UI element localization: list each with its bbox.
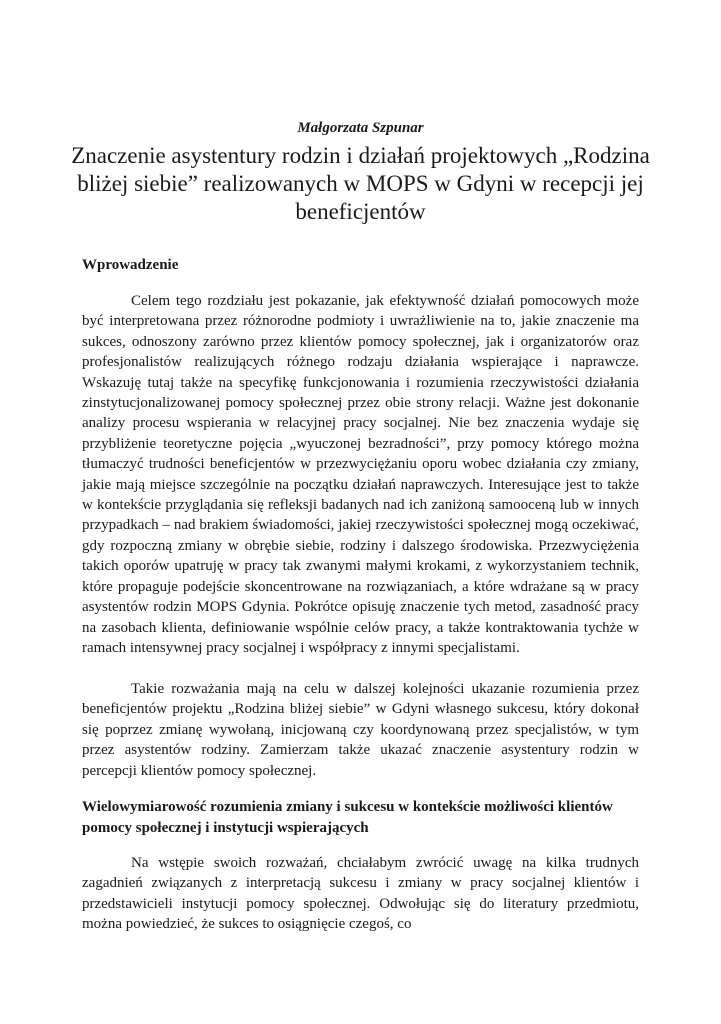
- section-heading-multidimensionality: Wielowymiarowość rozumienia zmiany i sukcesu w kontekście możliwości klientów pomocy społecznej i instytucji wspierających: [82, 799, 613, 836]
- chapter-title: Znaczenie asystentury rodzin i działań projektowych „Rodzina bliżej siebie” realizowanych w MOPS w Gdyni w recepcji jej beneficjentów: [71, 143, 650, 224]
- section-heading-introduction: Wprowadzenie: [82, 257, 179, 273]
- body-paragraph: Na wstępie swoich rozważań, chciałabym zwrócić uwagę na kilka trudnych zagadnień związanych z interpretacją sukcesu i zmiany w pracy socjalnej klientów i przedstawicieli instytucji pomocy społecznej. Odwołując się do literatury przedmiotu, można powiedzieć, że sukces to osiągnięcie czegoś, co: [82, 855, 639, 933]
- body-paragraph: Takie rozważania mają na celu w dalszej kolejności ukazanie rozumienia przez beneficjentów projektu „Rodzina bliżej siebie” w Gdyni własnego sukcesu, który dokonał się poprzez zmianę wywołaną, inicjowaną czy koordynowaną przez specjalistów, w tym przez asystentów rodziny. Zamierzam także ukazać znaczenie asystentury rodzin w percepcji klientów pomocy społecznej.: [82, 681, 639, 779]
- body-paragraph: Celem tego rozdziału jest pokazanie, jak efektywność działań pomocowych może być interpretowana przez różnorodne podmioty i uwrażliwienie na to, jakie znaczenie ma sukces, odnoszony zarówno przez klientów pomocy społecznej, jak i organizatorów oraz profesjonalistów realizujących różnego rodzaju działania wspierające i naprawcze. Wskazuję tutaj także na specyfikę funkcjonowania i rozumienia rzeczywistości działania zinstytucjonalizowanej pomocy społecznej przez obie strony relacji. Ważne jest dokonanie analizy procesu wspierania w relacyjnej pracy socjalnej. Nie bez znaczenia wydaje się przybliżenie teoretyczne pojęcia „wyuczonej bezradności”, przy pomocy którego można tłumaczyć trudności beneficjentów w przezwyciężaniu oporu wobec działania czy zmiany, jakie mają miejsce szczególnie na początku działań naprawczych. Interesujące jest to także w kontekście przyglądania się refleksji badanych nad ich zaniżoną samooceną lub w innych przypadkach – nad brakiem świadomości, jakiej rzeczywistości społecznej mogą oczekiwać, gdy rozpoczną zmiany w obrębie siebie, rodziny i dalszego środowiska. Przezwyciężenia takich oporów upatruję w pracy tak zwanymi małymi krokami, z wykorzystaniem technik, które propaguje podejście skoncentrowane na rozwiązaniach, a które wdrażane są w pracy asystentów rodzin MOPS Gdynia. Pokrótce opisuję znaczenie tych metod, zasadność pracy na zasobach klienta, definiowanie wspólnie celów pracy, a także kontraktowania tychże w ramach intensywnej pracy socjalnej i współpracy z innymi specjalistami.: [82, 293, 639, 656]
- author-name: Małgorzata Szpunar: [297, 120, 424, 136]
